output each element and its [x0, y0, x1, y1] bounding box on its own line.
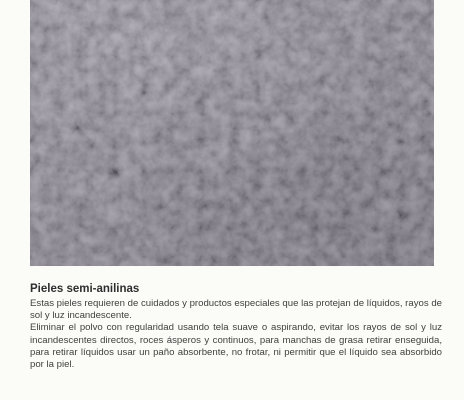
description-paragraph-1: Estas pieles requieren de cuidados y productos especiales que las protejan de líquidos, rayos de sol y luz incandescente.: [30, 298, 442, 322]
description-paragraph-2: Eliminar el polvo con regularidad usando tela suave o aspirando, evitar los rayos de sol y luz incandescentes directos, roces ásperos y continuos, para manchas de grasa retirar enseguida, para retirar líquidos usar un paño absorbente, no frotar, ni permitir que el líquido sea absorbido por la piel.: [30, 322, 442, 371]
leather-texture-image: [30, 0, 434, 266]
section-title: Pieles semi-anilinas: [30, 283, 140, 295]
leather-grain-pattern: [30, 0, 434, 266]
description-block: [30, 283, 442, 371]
